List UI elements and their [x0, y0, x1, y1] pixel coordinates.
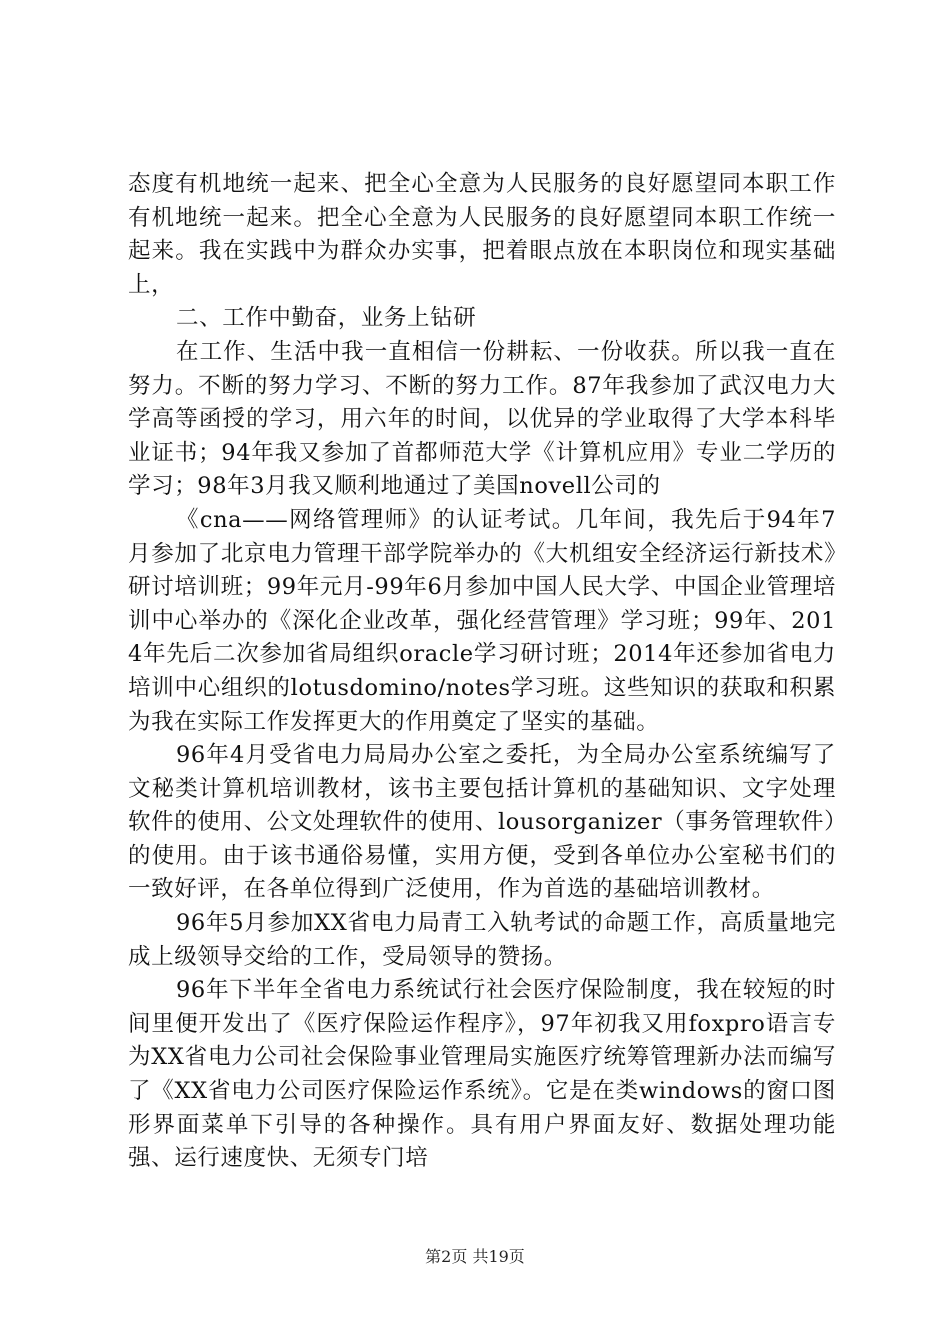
paragraph: 96年5月参加XX省电力局青工入轨考试的命题工作，高质量地完成上级领导交给的工作，受局领导的赞扬。: [128, 910, 836, 970]
paragraph: 《cna——网络管理师》的认证考试。几年间，我先后于94年7月参加了北京电力管理干部学院举办的《大机组安全经济运行新技术》研讨培训班；99年元月-99年6月参加中国人民大学、中国企业管理培训中心举办的《深化企业改革，强化经营管理》学习班；99年、2014年先后二次参加省局组织oracle学习研讨班；2014年还参加省电力培训中心组织的lotusdomino/notes学习班。这些知识的获取和积累为我在实际工作发挥更大的作用奠定了坚实的基础。: [128, 506, 836, 735]
paragraph: 在工作、生活中我一直相信一份耕耘、一份收获。所以我一直在努力。不断的努力学习、不断的努力工作。87年我参加了武汉电力大学高等函授的学习，用六年的时间，以优异的学业取得了大学本科毕业证书；94年我又参加了首都师范大学《计算机应用》专业二学历的学习；98年3月我又顺利地通过了美国novell公司的: [128, 338, 836, 500]
page-number-footer: 第2页 共19页: [425, 1247, 525, 1266]
paragraph: 态度有机地统一起来、把全心全意为人民服务的良好愿望同本职工作有机地统一起来。把全心全意为人民服务的良好愿望同本职工作统一起来。我在实践中为群众办实事，把着眼点放在本职岗位和现实基础上，: [128, 171, 836, 298]
paragraph: 96年4月受省电力局局办公室之委托，为全局办公室系统编写了文秘类计算机培训教材，该书主要包括计算机的基础知识、文字处理软件的使用、公文处理软件的使用、lousorganizer（事务管理软件）的使用。由于该书通俗易懂，实用方便，受到各单位办公室秘书们的一致好评，在各单位得到广泛使用，作为首选的基础培训教材。: [128, 742, 836, 903]
paragraph: 96年下半年全省电力系统试行社会医疗保险制度，我在较短的时间里便开发出了《医疗保险运作程序》，97年初我又用foxpro语言专为XX省电力公司社会保险事业管理局实施医疗统筹管理新办法而编写了《XX省电力公司医疗保险运作系统》。它是在类windows的窗口图形界面菜单下引导的各种操作。具有用户界面友好、数据处理功能强、运行速度快、无须专门培: [128, 977, 836, 1172]
document-body: [128, 168, 836, 1176]
section-heading: 二、工作中勤奋，业务上钻研: [176, 305, 477, 332]
